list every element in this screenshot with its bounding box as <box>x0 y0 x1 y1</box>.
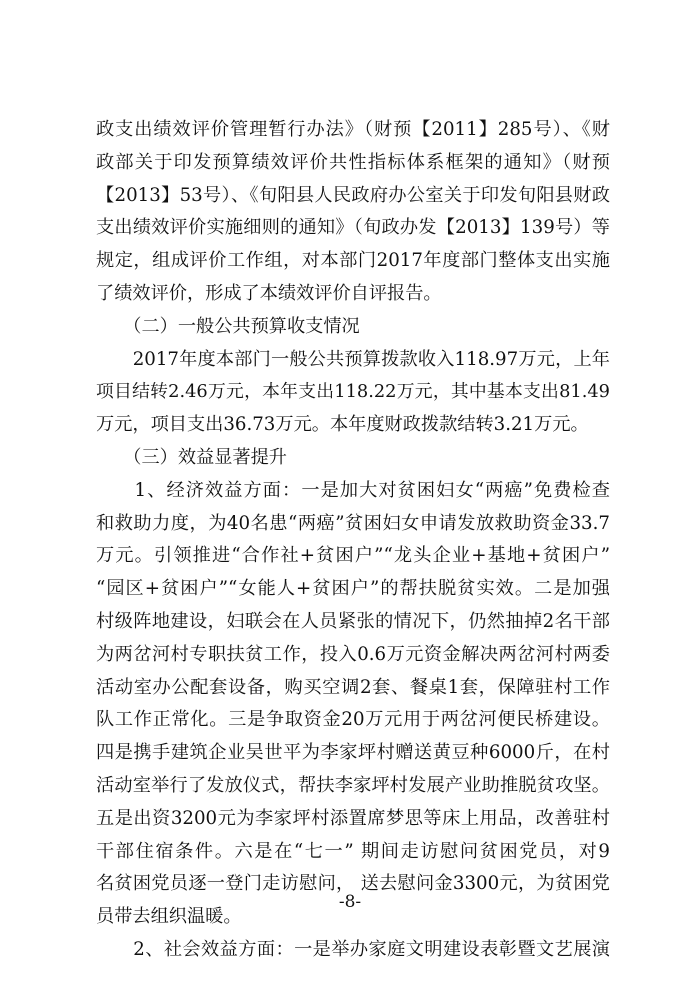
text-line: （三）效益显著提升 <box>96 446 287 468</box>
text-line: 2、社会效益方面：一是举办家庭文明建设表彰暨文艺展演 <box>96 938 610 960</box>
text-line: （二）一般公共预算收支情况 <box>96 315 360 337</box>
text-line: 村级阵地建设，妇联会在人员紧张的情况下，仍然抽掉2名干部 <box>96 610 610 632</box>
text-line: 和救助力度，为40名患“两癌”贫困妇女申请发放救助资金33.7 <box>96 512 610 534</box>
text-line: 干部住宿条件。六是在“七一” 期间走访慰问贫困党员，对9 <box>96 840 610 862</box>
text-line: 员带去组织温暖。 <box>96 906 242 928</box>
heading-3 <box>96 442 610 475</box>
heading-2 <box>96 311 610 344</box>
text-line: 【2013】53号）、《旬阳县人民政府办公室关于印发旬阳县财政 <box>96 184 610 206</box>
text-line: 万元，项目支出36.73万元。本年度财政拨款结转3.21万元。 <box>96 414 589 436</box>
text-line: 万元。引领推进“合作社+贫困户”“龙头企业+基地+贫困户” <box>96 545 610 567</box>
page-number: -8- <box>338 892 362 912</box>
text-line: 了绩效评价，形成了本绩效评价自评报告。 <box>96 282 442 304</box>
text-line: 五是出资3200元为李家坪村添置席梦思等床上用品，改善驻村 <box>96 807 610 829</box>
social-benefit-paragraph <box>96 934 610 967</box>
text-line: 政部关于印发预算绩效评价共性指标体系框架的通知》（财预 <box>96 151 610 173</box>
budget-paragraph <box>96 344 610 442</box>
economic-benefit-paragraph <box>96 475 610 934</box>
text-line: 规定，组成评价工作组，对本部门2017年度部门整体支出实施 <box>96 250 610 272</box>
body-text <box>96 114 610 967</box>
text-line: 活动室办公配套设备，购买空调2套、餐桌1套，保障驻村工作 <box>96 676 610 698</box>
text-line: 队工作正常化。三是争取资金20万元用于两岔河便民桥建设。 <box>96 709 610 731</box>
text-line: 四是携手建筑企业吴世平为李家坪村赠送黄豆种6000斤，在村 <box>96 742 610 764</box>
text-line: 为两岔河村专职扶贫工作，投入0.6万元资金解决两岔河村两委 <box>96 643 610 665</box>
text-line: “园区+贫困户”“女能人+贫困户”的帮扶脱贫实效。二是加强 <box>96 578 610 600</box>
text-line: 名贫困党员逐一登门走访慰问， 送去慰问金3300元，为贫困党 <box>96 873 610 895</box>
text-line: 活动室举行了发放仪式，帮扶李家坪村发展产业助推脱贫攻坚。 <box>96 774 610 796</box>
text-line: 1、经济效益方面：一是加大对贫困妇女“两癌”免费检查 <box>96 479 610 501</box>
intro-paragraph-tail <box>96 114 610 311</box>
text-line: 政支出绩效评价管理暂行办法》（财预【2011】285号）、《财 <box>96 119 610 140</box>
text-line: 项目结转2.46万元，本年支出118.22万元，其中基本支出81.49 <box>96 381 610 403</box>
text-line: 2017年度本部门一般公共预算拨款收入118.97万元，上年 <box>96 348 610 370</box>
text-line: 支出绩效评价实施细则的通知》（旬政办发【2013】139号）等 <box>96 217 610 239</box>
